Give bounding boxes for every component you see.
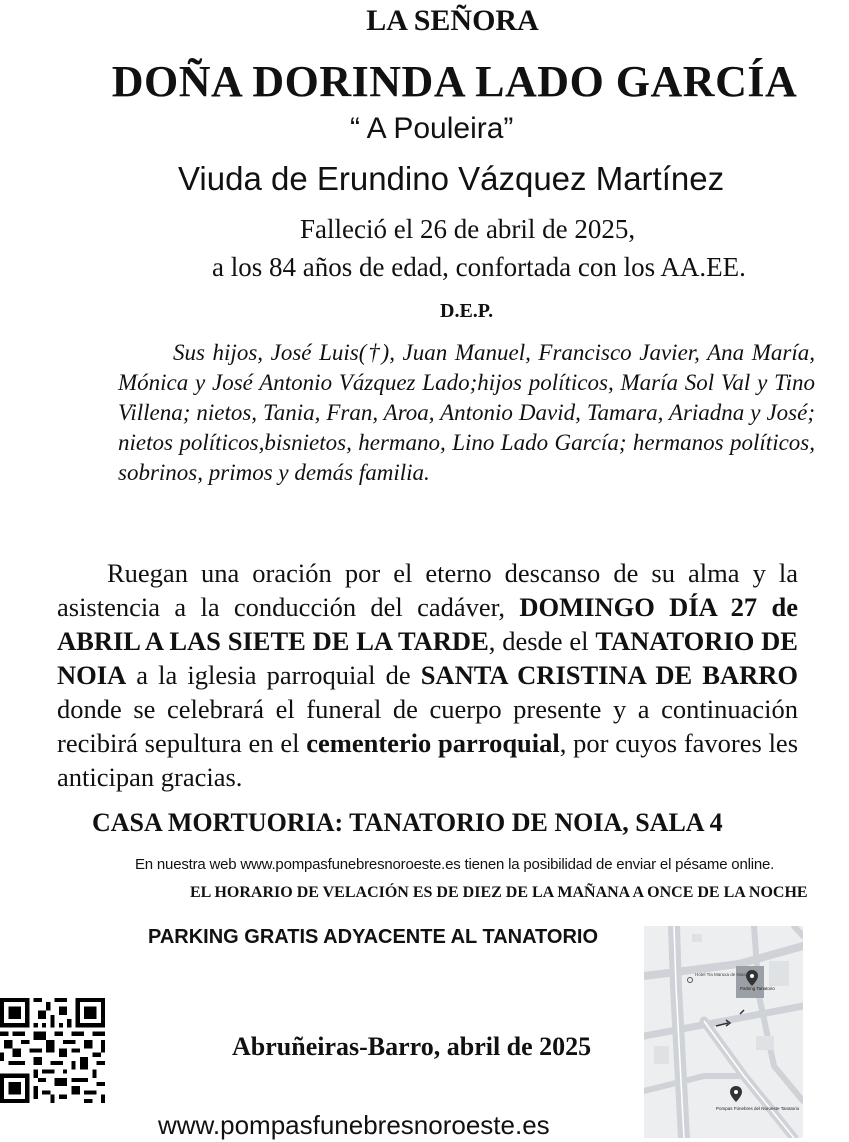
- map-label-parking: Parking Tanatorio: [740, 986, 775, 991]
- family-paragraph: Sus hijos, José Luis(†), Juan Manuel, Francisco Javier, Ana María, Mónica y José Antonio Vázquez Lado;hijos políticos, María Sol Val y Tino Villena; nietos, Tania, Fran, Aroa, Antonio David, Tamara, Ariadna y José; nietos políticos,bisnietos, hermano, Lino Lado García; hermanos políticos, sobrinos, primos y demás familia.: [118, 340, 815, 485]
- qr-code-icon[interactable]: [0, 998, 105, 1103]
- map-label-hotel: Hotel Tia Maruxa de Noia: [695, 972, 746, 977]
- ceremony-cemetery: cementerio parroquial: [306, 728, 560, 758]
- title-senora: LA SEÑORA: [366, 4, 539, 37]
- deceased-name: DOÑA DORINDA LADO GARCÍA: [111, 57, 798, 106]
- age-line: a los 84 años de edad, confortada con los AA.EE.: [212, 252, 746, 282]
- parking-note: PARKING GRATIS ADYACENTE AL TANATORIO: [148, 926, 599, 948]
- ceremony-date: DOMINGO DÍA 27 de ABRIL A LAS SIETE DE LA TARDE: [57, 592, 798, 656]
- nickname: “ A Pouleira”: [350, 112, 514, 145]
- viewing-hours: EL HORARIO DE VELACIÓN ES DE DIEZ DE LA MAÑANA A ONCE DE LA NOCHE: [190, 884, 808, 901]
- casa-mortuoria: CASA MORTUORIA: TANATORIO DE NOIA, SALA 4: [92, 808, 723, 837]
- ceremony-text: , por cuyos favores les anticipan gracias.: [57, 728, 799, 792]
- ceremony-text: Ruegan una oración por el eterno descanso de su alma y la asistencia a la conducción del cadáver,: [57, 558, 798, 622]
- death-date-line: Falleció el 26 de abril de 2025,: [300, 214, 636, 244]
- svg-text:Pompas Fúnebres del Noroeste T: [716, 1106, 800, 1111]
- ceremony-paragraph: [57, 556, 798, 794]
- ceremony-text: a la iglesia parroquial de: [126, 660, 421, 690]
- dep-label: D.E.P.: [440, 300, 494, 322]
- widow-line: Viuda de Erundino Vázquez Martínez: [178, 160, 725, 197]
- location-map[interactable]: [644, 926, 803, 1138]
- ceremony-text: , desde el: [488, 626, 596, 656]
- svg-text:Parking Tanatorio: [740, 986, 775, 991]
- place-date: Abruñeiras-Barro, abril de 2025: [232, 1032, 592, 1061]
- map-label-funeraria: Pompas Fúnebres del Noroeste Tanatorio: [716, 1106, 800, 1111]
- website-link[interactable]: www.pompasfunebresnoroeste.es: [158, 1110, 550, 1140]
- web-condolence-note: En nuestra web www.pompasfunebresnoroeste.es tienen la posibilidad de enviar el pésame online.: [135, 856, 775, 873]
- ceremony-origin: TANATORIO DE NOIA: [57, 626, 798, 690]
- ceremony-text: donde se celebrará el funeral de cuerpo presente y a continuación recibirá sepultura en el: [57, 694, 798, 758]
- ceremony-church: SANTA CRISTINA DE BARRO: [420, 660, 798, 690]
- svg-text:Hotel Tia Maruxa de Noia: [695, 972, 746, 977]
